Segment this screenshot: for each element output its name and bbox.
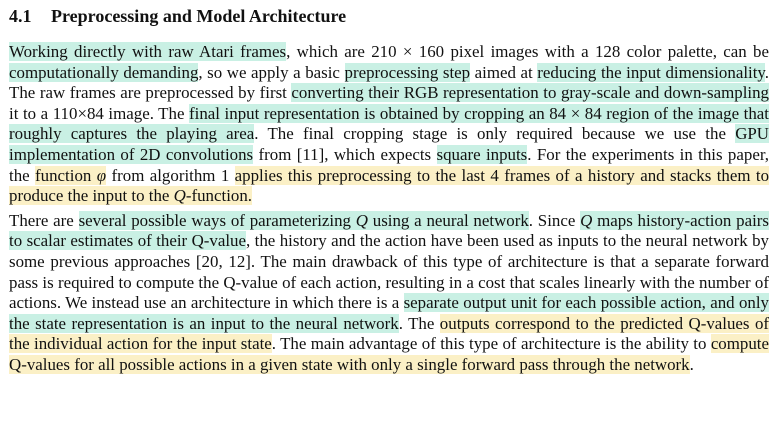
paragraph-preprocessing [9, 42, 769, 207]
math-symbol: Q [173, 186, 186, 206]
section-title: Preprocessing and Model Architecture [51, 6, 347, 26]
text-span: . [689, 354, 694, 374]
section-number: 4.1 [9, 6, 32, 26]
section-heading [9, 4, 769, 28]
text-span: , so we apply a basic [198, 62, 345, 82]
highlight-green: computationally demanding [9, 62, 199, 82]
highlight-green: reducing the input dimensionality [537, 62, 765, 82]
paper-page [9, 4, 769, 376]
text-span: . The raw frames are preprocessed by first [9, 62, 769, 103]
text-span: aimed at [470, 62, 538, 82]
text-span: . The main advantage of this type of architecture is the ability to [271, 334, 711, 354]
highlight-green: using a neural network [367, 210, 529, 230]
highlight-yellow: function [35, 165, 97, 185]
highlight-yellow: outputs correspond to the predicted Q-values of the individual action for the input state [9, 313, 770, 354]
highlight-yellow: compute Q-values for all possible actions in a given state with only a single forward pass through the network [9, 334, 769, 374]
math-symbol: Q [355, 210, 368, 230]
math-symbol: φ [96, 165, 107, 185]
highlight-green: Working directly with raw Atari frames [9, 42, 287, 61]
highlight-green: converting their RGB representation to gray-scale and down-sampling [291, 83, 769, 103]
text-span: , which are 210 × 160 pixel images with a 128 color palette, can be [286, 42, 769, 61]
text-span: . The final cropping stage is only required because we use the [254, 124, 736, 144]
paragraph-model-architecture [9, 211, 769, 376]
text-span: . The [398, 313, 440, 333]
text-span: from algorithm 1 [106, 165, 235, 185]
highlight-green: separate output unit for each possible action, and only the state representation is an input to the neural network [9, 293, 770, 333]
highlight-green: final input representation is obtained by cropping an 84 × 84 region of the image that roughly captures the playing area [9, 103, 769, 144]
highlight-yellow: -function. [185, 186, 252, 206]
highlight-green: square inputs [436, 144, 528, 164]
highlight-green: several possible ways of parameterizing [78, 210, 356, 230]
highlight-green: preprocessing step [344, 62, 471, 82]
text-span: There are [9, 210, 79, 230]
text-span: , the history and the action have been used as inputs to the neural network by some previous approaches [20, 12]. The main drawback of this type of architecture is that a separate forward pass is required to compute the Q-value of each action, resulting in a cost that scales linearly with the number of actions. We instead use an architecture in which there is a [9, 231, 769, 313]
text-span: it to a 110×84 image. The [9, 103, 190, 123]
text-span: from [11], which expects [253, 144, 437, 164]
math-symbol: Q [580, 210, 593, 230]
text-span: . Since [528, 210, 581, 230]
text-span: . For the experiments in this paper, the [9, 144, 769, 185]
highlight-green: GPU implementation of 2D convolutions [9, 124, 769, 164]
highlight-yellow: applies this preprocessing to the last 4 frames of a history and stacks them to produce the input to the [9, 165, 770, 206]
highlight-green: maps history-action pairs to scalar estimates of their Q-value [9, 210, 769, 251]
